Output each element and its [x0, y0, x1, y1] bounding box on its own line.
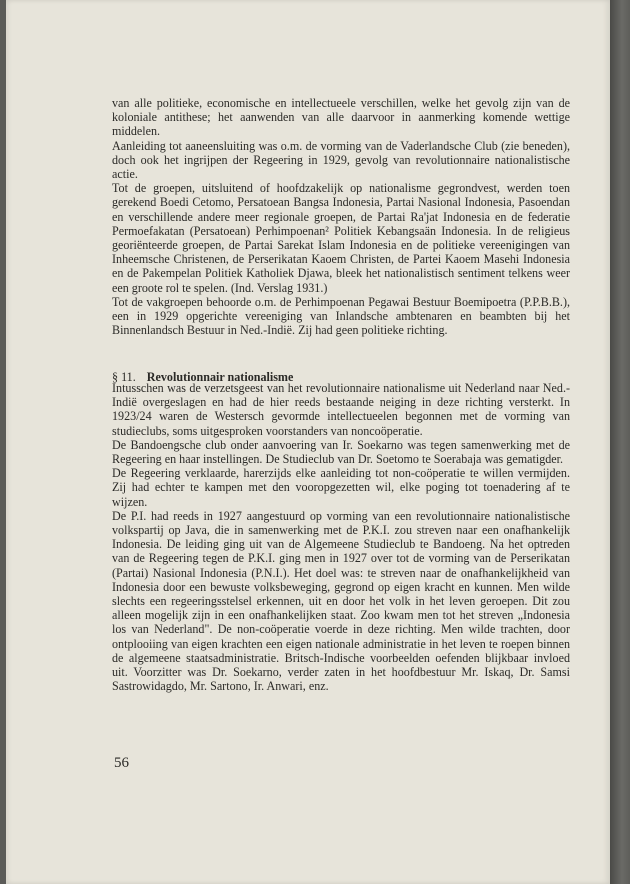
section-title: Revolutionnair nationalisme — [146, 370, 294, 384]
intro-paragraph-1: van alle politieke, economische en intellectueele verschillen, welke het gevolg zijn van de koloniale antithese; het aanwenden van alle daarvoor in aanmerking komende wettige middelen. — [112, 96, 570, 139]
page-number: 56 — [114, 755, 129, 771]
intro-paragraph-4: Tot de vakgroepen behoorde o.m. de Perhimpoenan Pegawai Bestuur Boemipoetra (P.P.B.B.), een in 1929 opgerichte vereeniging van Inlandsche ambtenaren en beambten bij het Binnenlandsch Bestuur in Ned.-Indië. Zij had geen politieke richting. — [112, 294, 570, 338]
intro-paragraph-3: Tot de groepen, uitsluitend of hoofdzakelijk op nationalisme gegrondvest, werden toen gerekend Boedi Cetomo, Persatoean Bangsa Indonesia, Partai Nasional Indonesia, Pasoendan en verschillende andere meer regionale groepen, de Partai Ra'jat Indonesia en de federatie Permoefakatan (Persatoean) Perhimpoenan² Politiek Kebangsaän Indonesia. In de religieus georiënteerde groepen, de Partai Sarekat Islam Indonesia en de politieke vereenigingen van Inheemsche Christenen, de Perserikatan Kaoem Christen, de Partei Kaoem Masehi Indonesia en de Pakempelan Politiek Katholiek Djawa, bleek het nationalistisch sentiment telkens weer een groote rol te spelen. (Ind. Verslag 1931.) — [112, 181, 570, 295]
intro-paragraph-2: Aanleiding tot aaneensluiting was o.m. de vorming van de Vaderlandsche Club (zie beneden), doch ook het ingrijpen der Regeering in 1929, gevolg van revolutionnaire nationalistische actie. — [112, 138, 570, 182]
intro-text-block — [112, 96, 570, 337]
page-edge-shadow — [610, 0, 630, 884]
section-text-block — [112, 381, 570, 693]
section-paragraph-1: Intusschen was de verzetsgeest van het revolutionnaire nationalisme uit Nederland naar Ned.-Indië overgeslagen en had de hier reeds bestaande neiging in deze richting versterkt. In 1923/24 waren de Westersch gevormde intellectueelen begonnen met de vorming van studieclubs, soms uitgesproken voorstanders van noncoöperatie. — [112, 381, 570, 438]
section-paragraph-2: De Bandoengsche club onder aanvoering van Ir. Soekarno was tegen samenwerking met de Regeering en haar instellingen. De Studieclub van Dr. Soetomo te Soerabaja was gematigder. — [112, 437, 570, 467]
section-paragraph-4: De P.I. had reeds in 1927 aangestuurd op vorming van een revolutionnaire nationalistische volkspartij op Java, die in samenwerking met de P.K.I. zou streven naar een onafhankelijk Indonesia. De leiding ging uit van de Algemeene Studieclub te Bandoeng. Na het optreden van de Regeering tegen de P.K.I. ging men in 1927 over tot de vorming van de Perserikatan (Partai) Nasional Indonesia (P.N.I.). Het doel was: te streven naar de onafhankelijkheid van Indonesia door een bewuste volksbeweging, gegrond op eigen kracht en kunnen. Men wilde slechts een regeeringsstelsel erkennen, uit en door het volk in het leven geroepen. Dit zou alleen mogelijk zijn in een onafhankelijken staat. Zoo kwam men tot het streven „Indonesia los van Nederland". De non-coöperatie voerde in deze richting. Men wilde trachten, door ontplooiing van eigen krachten een eigen nationale administratie in het leven te roepen binnen de algemeene staatsadministratie. Britsch-Indische voorbeelden oefenden blijkbaar invloed uit. Voorzitter was Dr. Soekarno, verder zaten in het hoofdbestuur Mr. Iskaq, Dr. Samsi Sastrowidagdo, Mr. Sartono, Ir. Anwari, enz. — [112, 508, 570, 694]
section-number: § 11. — [112, 370, 136, 384]
section-paragraph-3: De Regeering verklaarde, harerzijds elke aanleiding tot non-coöperatie te willen vermijden. Zij had echter te kampen met den vooropgezetten wil, elke poging tot toenadering af te wijzen. — [112, 466, 570, 509]
